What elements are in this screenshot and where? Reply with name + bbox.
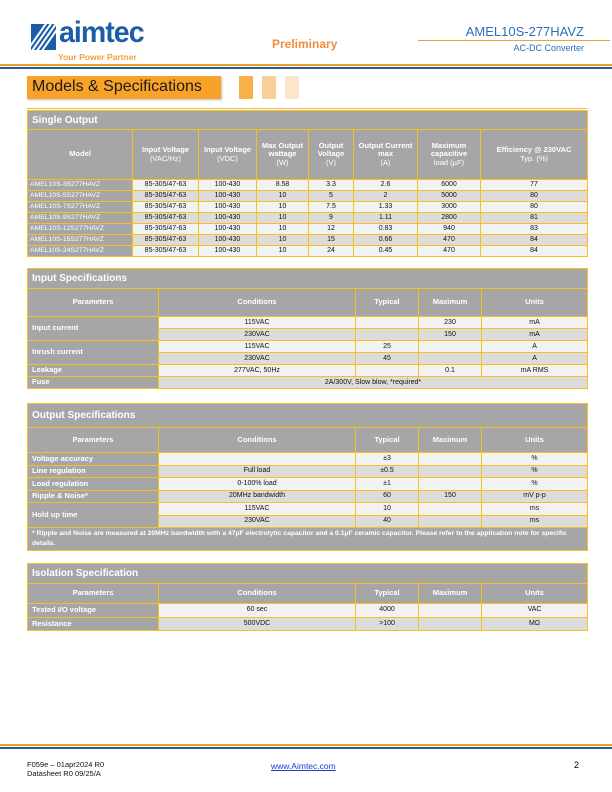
cell: 1.33: [354, 202, 418, 213]
logo-mark-icon: [31, 24, 56, 50]
website-link[interactable]: www.Aimtec.com: [271, 761, 336, 771]
input-spec-table: [27, 268, 588, 389]
cell: 150: [419, 329, 482, 341]
cell: 100-430: [199, 191, 257, 202]
column-header-unit: (W): [276, 157, 289, 167]
cell: 25: [356, 341, 419, 353]
table-row: [28, 180, 588, 191]
cell: A: [482, 353, 588, 365]
cell: 230: [419, 317, 482, 329]
cell: 3.3: [309, 180, 354, 191]
cell: [419, 465, 482, 478]
table-title: Isolation Specification: [28, 564, 588, 584]
cell: 500VDC: [159, 617, 356, 631]
cell: [419, 353, 482, 365]
cell: 0.1: [419, 365, 482, 377]
decor-square: [262, 76, 276, 99]
column-header: Units: [482, 289, 588, 317]
column-header-unit: (A): [380, 157, 391, 167]
model-name: AMEL10S-5S277HAVZ: [28, 191, 133, 202]
cell: 230VAC: [159, 329, 356, 341]
cell: 0.45: [354, 246, 418, 257]
cell: [419, 617, 482, 631]
table-row: [28, 213, 588, 224]
table-title: Output Specifications: [28, 404, 588, 428]
cell: 84: [481, 246, 588, 257]
isolation-spec-table: [27, 563, 588, 631]
cell: VAC: [482, 604, 588, 618]
cell: 9: [309, 213, 354, 224]
cell: [419, 515, 482, 528]
parameter-name: Load regulation: [28, 478, 159, 491]
footer-doc-info: [27, 761, 104, 778]
cell: 230VAC: [159, 353, 356, 365]
cell: ±3: [356, 453, 419, 466]
cell: [419, 604, 482, 618]
column-header: Typical: [356, 584, 419, 604]
page-number: 2: [574, 760, 580, 770]
column-header: Conditions: [159, 584, 356, 604]
table-row: [28, 224, 588, 235]
parameter-name: Line regulation: [28, 465, 159, 478]
table-row: [28, 235, 588, 246]
column-header-unit: (V): [326, 157, 336, 167]
parameter-name: Ripple & Noise*: [28, 490, 159, 503]
cell: 85-305/47-63: [133, 224, 199, 235]
model-name: AMEL10S-9S277HAVZ: [28, 213, 133, 224]
cell: mA RMS: [482, 365, 588, 377]
cell: [356, 329, 419, 341]
single-output-table: [27, 110, 588, 257]
cell: ms: [482, 515, 588, 528]
cell: 100-430: [199, 235, 257, 246]
column-header: [257, 130, 309, 180]
cell: 10: [356, 503, 419, 516]
column-header-label: Model: [69, 149, 91, 159]
column-header: Maximum: [419, 428, 482, 453]
column-header: [481, 130, 588, 180]
cell: 115VAC: [159, 317, 356, 329]
cell: 100-430: [199, 202, 257, 213]
cell: MΩ: [482, 617, 588, 631]
column-header: Parameters: [28, 584, 159, 604]
cell: 0-100% load: [159, 478, 356, 491]
parameter-name: Tested I/O voltage: [28, 604, 159, 618]
table-row: [28, 490, 588, 503]
cell: >100: [356, 617, 419, 631]
product-name: AMEL10S-277HAVZ: [465, 24, 584, 39]
cell: ±0.5: [356, 465, 419, 478]
table-row: [28, 604, 588, 618]
model-name: AMEL10S-12S277HAVZ: [28, 224, 133, 235]
column-header: Typical: [356, 289, 419, 317]
column-header-label: Input Voltage: [142, 145, 189, 155]
column-header: Units: [482, 428, 588, 453]
decor-square: [285, 76, 299, 99]
column-header-unit: (VAC/Hz): [149, 153, 182, 163]
column-header-unit: (VDC): [217, 153, 238, 163]
cell: 0.83: [354, 224, 418, 235]
preliminary-label: Preliminary: [272, 37, 338, 51]
table-row: [28, 617, 588, 631]
param-leakage: Leakage: [28, 365, 159, 377]
cell: 5: [309, 191, 354, 202]
cell: 2.6: [354, 180, 418, 191]
divider: [27, 108, 587, 109]
section-title: Models & Specifications: [27, 76, 221, 99]
cell: 470: [418, 235, 481, 246]
column-header: [309, 130, 354, 180]
cell: 84: [481, 235, 588, 246]
table-row: [28, 191, 588, 202]
cell: mV p-p: [482, 490, 588, 503]
column-header: Parameters: [28, 428, 159, 453]
output-spec-table: [27, 403, 588, 551]
cell: 2800: [418, 213, 481, 224]
column-header: Typical: [356, 428, 419, 453]
cell: 60 sec: [159, 604, 356, 618]
column-header-label: Input Voltage: [204, 145, 251, 155]
cell: [419, 453, 482, 466]
cell: [356, 365, 419, 377]
cell: 5000: [418, 191, 481, 202]
logo-wordmark: aimtec: [59, 16, 144, 49]
cell: 115VAC: [159, 341, 356, 353]
doc-code: F059e – 01apr2024 R0: [27, 760, 105, 769]
column-header: [28, 130, 133, 180]
cell: 24: [309, 246, 354, 257]
cell: 85-305/47-63: [133, 235, 199, 246]
cell: 230VAC: [159, 515, 356, 528]
cell: 100-430: [199, 213, 257, 224]
cell: mA: [482, 317, 588, 329]
cell: 100-430: [199, 224, 257, 235]
cell: 10: [257, 202, 309, 213]
model-name: AMEL10S-15S277HAVZ: [28, 235, 133, 246]
cell: 85-305/47-63: [133, 191, 199, 202]
cell: 10: [257, 235, 309, 246]
logo-tagline: Your Power Partner: [58, 52, 137, 62]
cell: 940: [418, 224, 481, 235]
cell: 2: [354, 191, 418, 202]
column-header-label: Max Output wattage: [261, 141, 304, 159]
cell: 85-305/47-63: [133, 246, 199, 257]
cell: 6000: [418, 180, 481, 191]
cell: 150: [419, 490, 482, 503]
cell: 77: [481, 180, 588, 191]
cell: 85-305/47-63: [133, 213, 199, 224]
cell: 80: [481, 191, 588, 202]
column-header: [133, 130, 199, 180]
column-header: Parameters: [28, 289, 159, 317]
cell: mA: [482, 329, 588, 341]
cell: %: [482, 478, 588, 491]
footer-rule: [0, 744, 612, 749]
datasheet-revision: Datasheet R0 09/25/A: [27, 768, 101, 778]
cell: 100-430: [199, 246, 257, 257]
ripple-noise-note: * Ripple and Noise are measured at 20MHz bandwidth with a 47µF electrolytic capacitor and a 0.1µF ceramic capacitor. Please refer to the application note for specific details.: [28, 528, 588, 551]
table-title: Input Specifications: [28, 269, 588, 289]
param-fuse: Fuse: [28, 377, 159, 389]
table-row: [28, 465, 588, 478]
cell: 10: [257, 213, 309, 224]
param-input-current: Input current: [28, 317, 159, 341]
column-header-label: Output Current max: [358, 141, 413, 159]
cell: 60: [356, 490, 419, 503]
header-rule: [0, 64, 612, 69]
product-type: AC-DC Converter: [513, 43, 584, 53]
column-header: Maximum: [419, 289, 482, 317]
model-name: AMEL10S-3S277HAVZ: [28, 180, 133, 191]
aimtec-logo: [31, 16, 161, 62]
cell: 85-305/47-63: [133, 202, 199, 213]
table-title: Single Output: [28, 111, 588, 130]
cell: 10: [257, 246, 309, 257]
parameter-name: Voltage accuracy: [28, 453, 159, 466]
cell: 2A/300V, Slow blow, *required*: [159, 377, 588, 389]
cell: 100-430: [199, 180, 257, 191]
model-name: AMEL10S-24S277HAVZ: [28, 246, 133, 257]
cell: ±1: [356, 478, 419, 491]
cell: 1.11: [354, 213, 418, 224]
cell: 85-305/47-63: [133, 180, 199, 191]
cell: A: [482, 341, 588, 353]
cell: 8.58: [257, 180, 309, 191]
column-header: [354, 130, 418, 180]
column-header: Conditions: [159, 428, 356, 453]
cell: [159, 453, 356, 466]
column-header: [418, 130, 481, 180]
decor-square: [239, 76, 253, 99]
table-row: [28, 246, 588, 257]
column-header-label: Output Voltage: [317, 141, 345, 159]
column-header-unit: load (µF): [433, 157, 465, 167]
cell: 115VAC: [159, 503, 356, 516]
cell: [419, 503, 482, 516]
parameter-name: Resistance: [28, 617, 159, 631]
table-row: [28, 202, 588, 213]
model-name: AMEL10S-7S277HAVZ: [28, 202, 133, 213]
column-header: Units: [482, 584, 588, 604]
table-row: [28, 453, 588, 466]
cell: 81: [481, 213, 588, 224]
param-inrush-current: Inrush current: [28, 341, 159, 365]
cell: [419, 341, 482, 353]
cell: 4000: [356, 604, 419, 618]
cell: 10: [257, 224, 309, 235]
column-header-unit: Typ. (%): [520, 153, 548, 163]
cell: 0.66: [354, 235, 418, 246]
column-header: [199, 130, 257, 180]
cell: 470: [418, 246, 481, 257]
cell: 80: [481, 202, 588, 213]
cell: 83: [481, 224, 588, 235]
cell: 45: [356, 353, 419, 365]
column-header: Conditions: [159, 289, 356, 317]
cell: 277VAC, 50Hz: [159, 365, 356, 377]
cell: [356, 317, 419, 329]
cell: 15: [309, 235, 354, 246]
column-header-label: Maximum capacitive: [430, 141, 468, 159]
divider: [418, 40, 610, 41]
cell: %: [482, 465, 588, 478]
param-hold-up-time: Hold up time: [28, 503, 159, 528]
column-header: Maximum: [419, 584, 482, 604]
cell: 7.5: [309, 202, 354, 213]
cell: 3000: [418, 202, 481, 213]
cell: 20MHz bandwidth: [159, 490, 356, 503]
cell: Full load: [159, 465, 356, 478]
column-header-label: Efficiency @ 230VAC: [496, 145, 572, 155]
cell: 12: [309, 224, 354, 235]
cell: ms: [482, 503, 588, 516]
cell: %: [482, 453, 588, 466]
table-row: [28, 478, 588, 491]
cell: [419, 478, 482, 491]
cell: 40: [356, 515, 419, 528]
cell: 10: [257, 191, 309, 202]
